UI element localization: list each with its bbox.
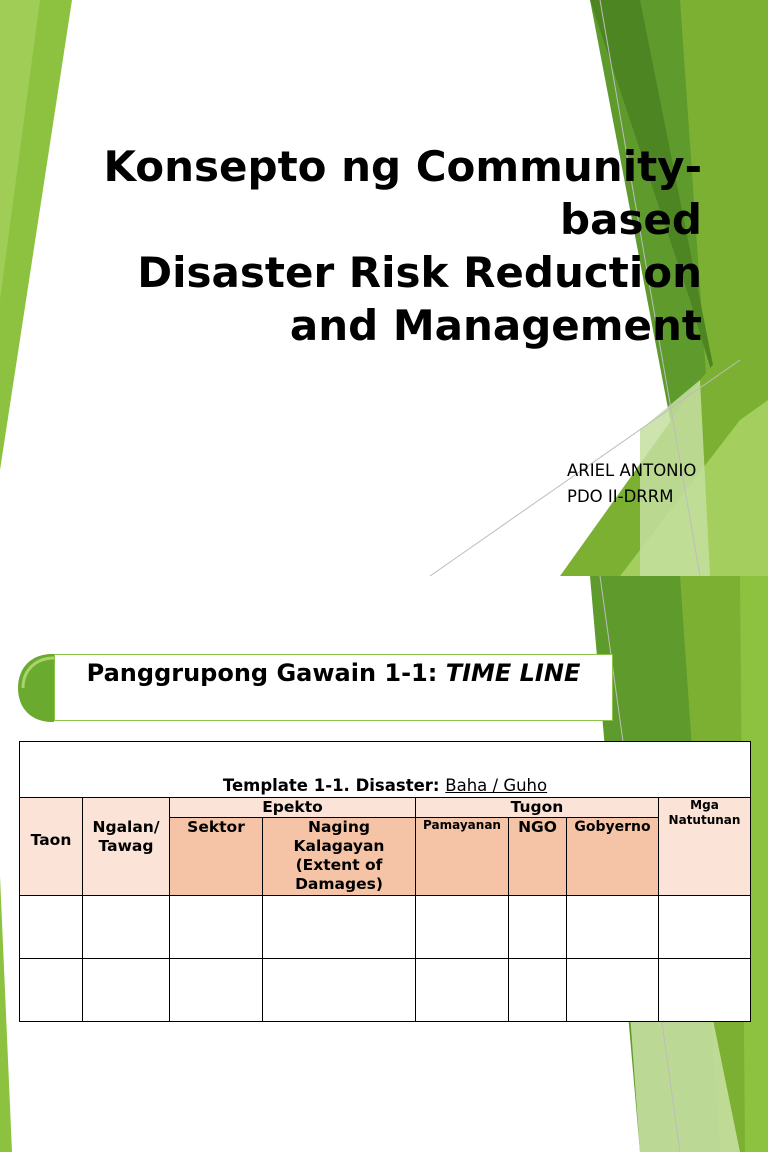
table-caption bbox=[20, 742, 751, 798]
table-cell[interactable] bbox=[509, 896, 567, 959]
table-cell[interactable] bbox=[659, 959, 751, 1022]
header-epekto: Epekto bbox=[170, 798, 416, 818]
table-cell[interactable] bbox=[567, 959, 659, 1022]
slide-title bbox=[62, 140, 702, 352]
header-pamayanan: Pamayanan bbox=[416, 818, 509, 896]
header-sektor: Sektor bbox=[170, 818, 263, 896]
table-cell[interactable] bbox=[416, 959, 509, 1022]
slide-title bbox=[54, 654, 613, 721]
title-italic-text: TIME LINE bbox=[445, 659, 581, 687]
table-cell[interactable] bbox=[416, 896, 509, 959]
header-natutunan: Mga Natutunan bbox=[659, 798, 751, 896]
title-line-2: based bbox=[560, 195, 702, 244]
header-ngo: NGO bbox=[509, 818, 567, 896]
table-row bbox=[20, 896, 751, 959]
table-cell[interactable] bbox=[170, 959, 263, 1022]
author-block bbox=[567, 458, 696, 510]
header-gobyerno: Gobyerno bbox=[567, 818, 659, 896]
title-line-1: Konsepto ng Community- bbox=[103, 142, 702, 191]
title-line-4: and Management bbox=[289, 301, 702, 350]
table-cell[interactable] bbox=[170, 896, 263, 959]
caption-value: Baha / Guho bbox=[445, 776, 548, 795]
template-slide bbox=[0, 576, 768, 1152]
author-name: ARIEL ANTONIO bbox=[567, 461, 697, 480]
header-naging-kalagayan: Naging Kalagayan (Extent of Damages) bbox=[263, 818, 416, 896]
table-cell[interactable] bbox=[263, 959, 416, 1022]
timeline-template-table bbox=[19, 741, 751, 1022]
table-cell[interactable] bbox=[263, 896, 416, 959]
table-row bbox=[20, 959, 751, 1022]
table-cell[interactable] bbox=[83, 896, 170, 959]
table-cell[interactable] bbox=[83, 959, 170, 1022]
table-cell[interactable] bbox=[659, 896, 751, 959]
table-cell[interactable] bbox=[509, 959, 567, 1022]
title-text: Panggrupong Gawain 1-1: bbox=[86, 659, 446, 687]
table-cell[interactable] bbox=[20, 959, 83, 1022]
header-ngalan: Ngalan/ Tawag bbox=[83, 798, 170, 896]
title-bullet-shape bbox=[18, 654, 58, 722]
caption-label: Template 1-1. Disaster: bbox=[222, 776, 446, 795]
table-cell[interactable] bbox=[20, 896, 83, 959]
table-cell[interactable] bbox=[567, 896, 659, 959]
header-taon: Taon bbox=[20, 798, 83, 896]
header-tugon: Tugon bbox=[416, 798, 659, 818]
author-position: PDO II-DRRM bbox=[567, 487, 674, 506]
title-line-3: Disaster Risk Reduction bbox=[137, 248, 702, 297]
